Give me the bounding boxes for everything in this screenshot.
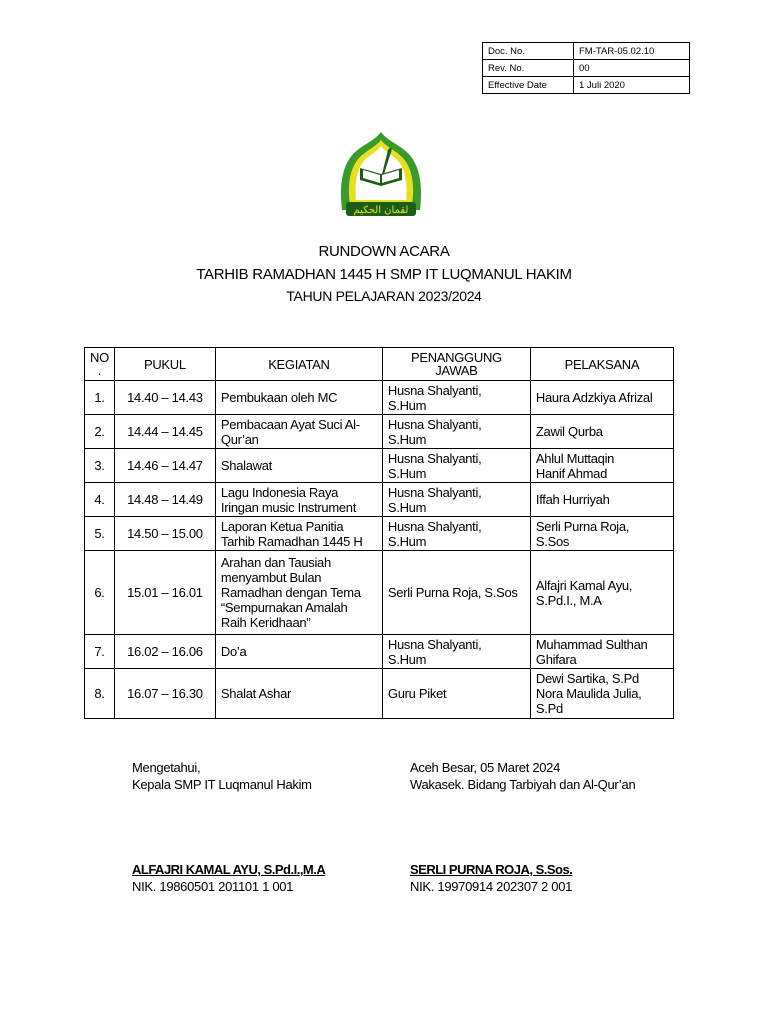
table-row — [85, 669, 674, 719]
signature-left-line2: Kepala SMP IT Luqmanul Hakim — [132, 777, 312, 792]
doc-info-label: Effective Date — [483, 77, 574, 94]
header-pelaksana: PELAKSANA — [530, 348, 673, 381]
table-row — [85, 483, 674, 517]
cell-pukul: 16.07 – 16.30 — [114, 669, 215, 719]
cell-pukul: 14.44 – 14.45 — [114, 415, 215, 449]
cell-pelaksana: Muhammad Sulthan Ghifara — [530, 635, 673, 669]
table-row — [85, 415, 674, 449]
signature-right-name: SERLI PURNA ROJA, S.Sos. — [410, 862, 573, 877]
cell-no: 3. — [85, 449, 115, 483]
doc-info-value: 00 — [574, 60, 690, 77]
table-row — [85, 517, 674, 551]
cell-kegiatan: Shalat Ashar — [215, 669, 382, 719]
cell-pukul: 14.48 – 14.49 — [114, 483, 215, 517]
cell-pelaksana: Serli Purna Roja, S.Sos — [530, 517, 673, 551]
signature-left-line1: Mengetahui, — [132, 760, 201, 775]
cell-penanggung-jawab: Husna Shalyanti, S.Hum — [382, 449, 530, 483]
table-row — [85, 635, 674, 669]
cell-no: 4. — [85, 483, 115, 517]
cell-no: 2. — [85, 415, 115, 449]
cell-no: 6. — [85, 551, 115, 635]
cell-penanggung-jawab: Husna Shalyanti, S.Hum — [382, 381, 530, 415]
logo-caption: لقمان الحكيم — [353, 205, 409, 216]
table-row — [85, 381, 674, 415]
cell-penanggung-jawab: Husna Shalyanti, S.Hum — [382, 415, 530, 449]
cell-pelaksana: Haura Adzkiya Afrizal — [530, 381, 673, 415]
cell-pukul: 14.46 – 14.47 — [114, 449, 215, 483]
cell-kegiatan: Lagu Indonesia Raya Iringan music Instrument — [215, 483, 382, 517]
signature-right-block — [410, 861, 572, 895]
cell-kegiatan: Laporan Ketua Panitia Tarhib Ramadhan 1445 H — [215, 517, 382, 551]
cell-pelaksana: Alfajri Kamal Ayu, S.Pd.I., M.A — [530, 551, 673, 635]
cell-pelaksana: Iffah Hurriyah — [530, 483, 673, 517]
title-line-2: TARHIB RAMADHAN 1445 H SMP IT LUQMANUL HAKIM — [196, 266, 572, 283]
signature-left-name: ALFAJRI KAMAL AYU, S.Pd.I.,M.A — [132, 862, 326, 877]
cell-pukul: 14.50 – 15.00 — [114, 517, 215, 551]
signature-left-block — [132, 861, 325, 895]
cell-pelaksana: Dewi Sartika, S.Pd Nora Maulida Julia, S.Pd — [530, 669, 673, 719]
signature-right-line2: Wakasek. Bidang Tarbiyah dan Al-Qur’an — [410, 777, 636, 792]
doc-info-value: 1 Juli 2020 — [574, 77, 690, 94]
doc-info-row — [483, 77, 690, 94]
signature-right-heading — [410, 759, 635, 793]
cell-pukul: 14.40 – 14.43 — [114, 381, 215, 415]
header-no: NO . — [85, 348, 115, 381]
cell-kegiatan: Pembukaan oleh MC — [215, 381, 382, 415]
cell-kegiatan: Pembacaan Ayat Suci Al- Qur’an — [215, 415, 382, 449]
cell-kegiatan: Shalawat — [215, 449, 382, 483]
cell-penanggung-jawab: Husna Shalyanti, S.Hum — [382, 517, 530, 551]
title-line-1: RUNDOWN ACARA — [318, 243, 450, 260]
signature-right-nik: NIK. 19970914 202307 2 001 — [410, 879, 573, 894]
doc-info-row — [483, 43, 690, 60]
doc-info-value: FM-TAR-05.02.10 — [574, 43, 690, 60]
signature-left-heading — [132, 759, 312, 793]
header-pukul: PUKUL — [114, 348, 215, 381]
cell-pelaksana: Ahlul Muttaqin Hanif Ahmad — [530, 449, 673, 483]
header-penanggung-jawab: PENANGGUNG JAWAB — [382, 348, 530, 381]
cell-penanggung-jawab: Husna Shalyanti, S.Hum — [382, 483, 530, 517]
cell-pukul: 15.01 – 16.01 — [114, 551, 215, 635]
rundown-table — [84, 347, 674, 719]
header-kegiatan: KEGIATAN — [215, 348, 382, 381]
cell-penanggung-jawab: Serli Purna Roja, S.Sos — [382, 551, 530, 635]
cell-pelaksana: Zawil Qurba — [530, 415, 673, 449]
cell-no: 1. — [85, 381, 115, 415]
cell-penanggung-jawab: Guru Piket — [382, 669, 530, 719]
title-line-3: TAHUN PELAJARAN 2023/2024 — [286, 288, 482, 304]
cell-no: 8. — [85, 669, 115, 719]
cell-kegiatan: Do’a — [215, 635, 382, 669]
doc-info-label: Doc. No. — [483, 43, 574, 60]
cell-kegiatan: Arahan dan Tausiah menyambut Bulan Ramadhan dengan Tema “Sempurnakan Amalah Raih Keridhaan” — [215, 551, 382, 635]
cell-no: 7. — [85, 635, 115, 669]
doc-info-label: Rev. No. — [483, 60, 574, 77]
signature-right-line1: Aceh Besar, 05 Maret 2024 — [410, 760, 561, 775]
table-header-row — [85, 348, 674, 381]
cell-penanggung-jawab: Husna Shalyanti, S.Hum — [382, 635, 530, 669]
document-info-table — [482, 42, 690, 94]
table-row — [85, 449, 674, 483]
cell-pukul: 16.02 – 16.06 — [114, 635, 215, 669]
doc-info-row — [483, 60, 690, 77]
cell-no: 5. — [85, 517, 115, 551]
school-logo — [338, 128, 424, 224]
signature-left-nik: NIK. 19860501 201101 1 001 — [132, 879, 294, 894]
table-row — [85, 551, 674, 635]
